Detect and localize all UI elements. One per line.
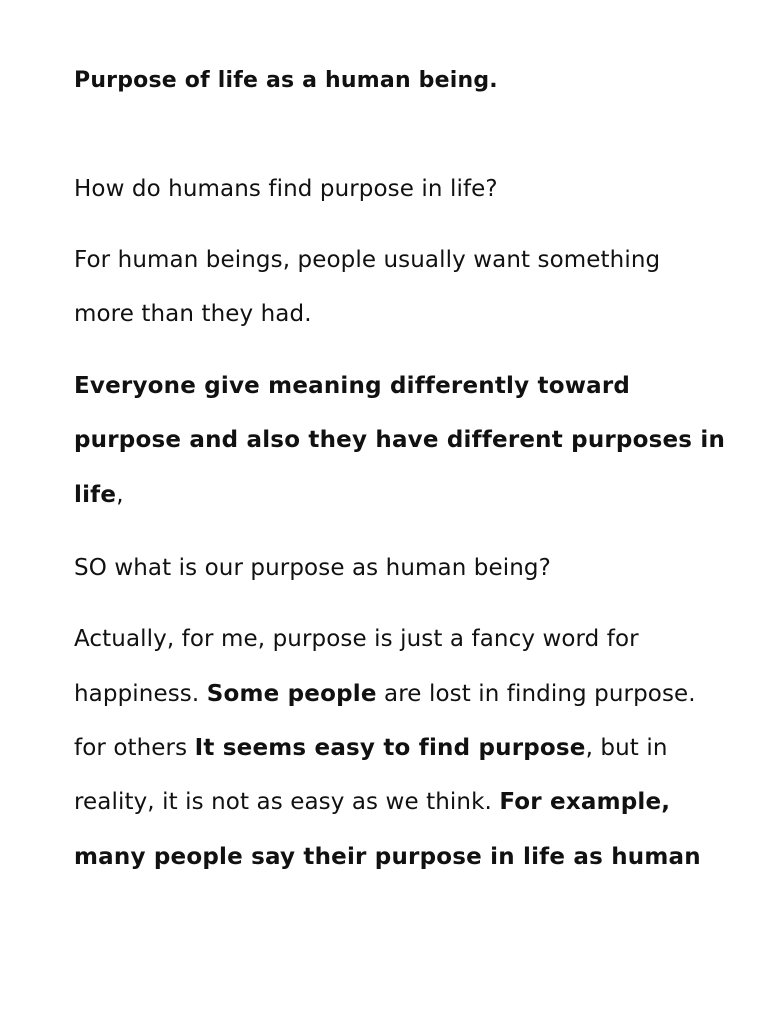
paragraph-3-line-3-a: for others [74, 735, 195, 761]
paragraph-3-line-2-c: are lost in finding purpose. [376, 681, 696, 707]
paragraph-3-line-4 [74, 787, 670, 817]
paragraph-2-line-2: purpose and also they have different purposes in [74, 427, 726, 453]
paragraph-3-line-3-bold: It seems easy to find purpose [194, 735, 586, 761]
paragraph-2-line-1: Everyone give meaning differently toward [74, 373, 631, 399]
paragraph-3-line-1: Actually, for me, purpose is just a fancy word for [74, 626, 639, 652]
paragraph-3-line-3 [74, 733, 668, 763]
paragraph-2-line-3-rest: , [116, 482, 124, 508]
document-title: Purpose of life as a human being. [74, 68, 498, 93]
question-find-purpose: How do humans find purpose in life? [74, 176, 498, 202]
paragraph-3-line-4-a: reality, it is not as easy as we think. [74, 789, 500, 815]
question-our-purpose: SO what is our purpose as human being? [74, 555, 551, 581]
paragraph-2-line-3 [74, 480, 124, 510]
paragraph-2-line-3-bold: life [74, 482, 117, 508]
paragraph-1-line-1: For human beings, people usually want something [74, 247, 661, 273]
paragraph-3-line-3-c: , but in [585, 735, 668, 761]
paragraph-3-line-2 [74, 679, 696, 709]
paragraph-3-line-2-bold: Some people [206, 681, 377, 707]
paragraph-3-line-2-a: happiness. [74, 681, 207, 707]
paragraph-3-line-4-bold: For example, [499, 789, 671, 815]
paragraph-3-line-5: many people say their purpose in life as human [74, 844, 701, 870]
paragraph-1-line-2: more than they had. [74, 301, 312, 327]
